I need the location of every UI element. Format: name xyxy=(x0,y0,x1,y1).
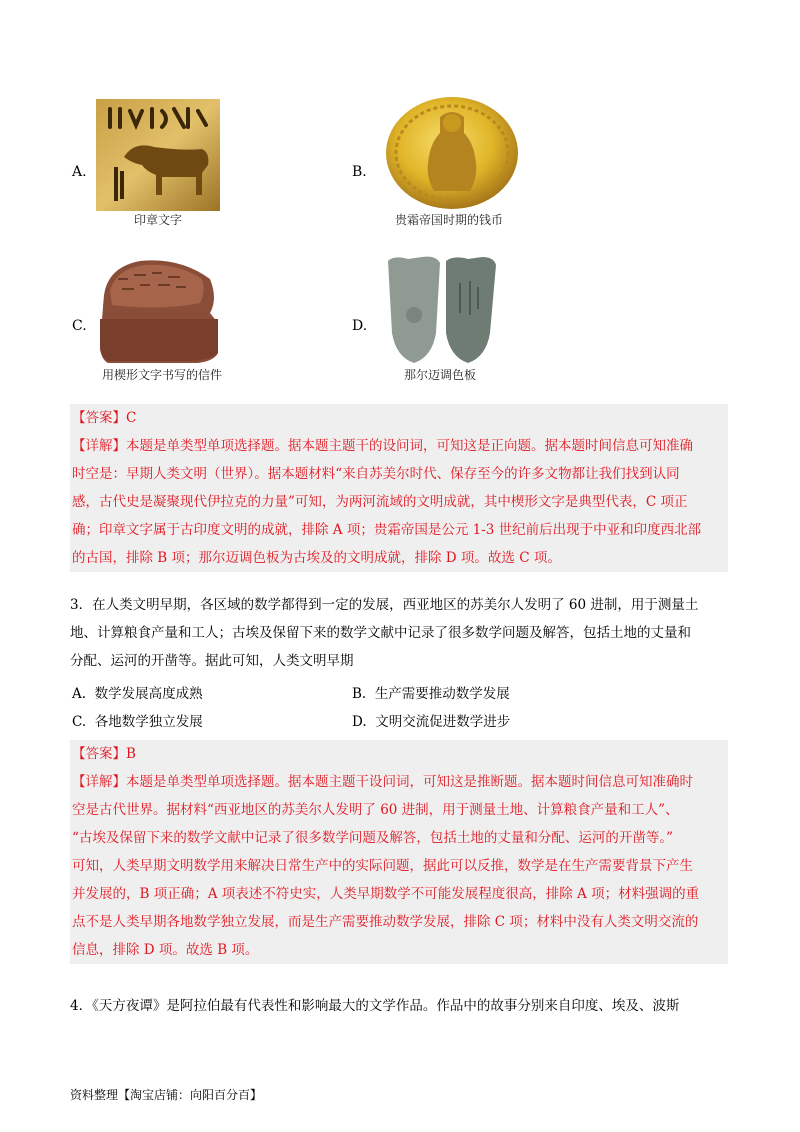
option-a-letter: A. xyxy=(72,164,87,180)
option-c-letter: C. xyxy=(72,318,87,334)
question-line: 3．在人类文明早期，各区域的数学都得到一定的发展，西亚地区的苏美尔人发明了 60 进制，用于测量土 xyxy=(70,597,699,613)
option-letter: C. xyxy=(72,714,87,730)
indus-seal-image xyxy=(96,99,220,211)
option-a-caption: 印章文字 xyxy=(134,213,183,227)
answer-line: 信息，排除 D 项。故选 B 项。 xyxy=(72,942,259,958)
answer-line: 【答案】C xyxy=(72,410,137,426)
answer-line: 可知，人类早期文明数学用来解决日常生产中的实际问题，据此可以反推，数学是在生产需要背景下产生 xyxy=(72,858,693,874)
option-text: 生产需要推动数学发展 xyxy=(374,686,510,702)
option-d-caption: 那尔迈调色板 xyxy=(404,368,477,382)
option-letter: D. xyxy=(352,714,367,730)
narmer-palette-image xyxy=(382,253,502,367)
option-b-caption: 贵霜帝国时期的钱币 xyxy=(395,213,504,227)
answer-line: 【详解】本题是单类型单项选择题。据本题主题干设问词，可知这是推断题。据本题时间信息可知准确时 xyxy=(72,774,693,790)
answer-line: 【答案】B xyxy=(72,746,136,762)
answer-line: 空是古代世界。据材料“西亚地区的苏美尔人发明了 60 进制，用于测量土地、计算粮食产量和工人”、 xyxy=(72,802,679,818)
question-line: 分配、运河的开凿等。据此可知，人类文明早期 xyxy=(70,653,354,669)
answer-line: “古埃及保留下来的数学文献中记录了很多数学问题及解答，包括土地的丈量和分配、运河的开凿等。” xyxy=(72,830,674,846)
answer-line: 的古国，排除 B 项；那尔迈调色板为古埃及的文明成就，排除 D 项。故选 C 项。 xyxy=(72,550,561,566)
option-text: 数学发展高度成熟 xyxy=(94,686,203,702)
option-text: 各地数学独立发展 xyxy=(94,714,203,730)
option-c-caption: 用楔形文字书写的信件 xyxy=(102,368,223,382)
option-b-letter: B. xyxy=(352,164,367,180)
answer-line: 点不是人类早期各地数学独立发展，而是生产需要推动数学发展，排除 C 项；材料中没有人类文明交流的 xyxy=(72,914,699,930)
question-3-option-b xyxy=(352,682,510,702)
answer-line: 确；印章文字属于古印度文明的成就，排除 A 项；贵霜帝国是公元 1-3 世纪前后出现于中亚和印度西北部 xyxy=(72,522,702,538)
answer-block-2 xyxy=(70,740,728,964)
page-footer: 资料整理【淘宝店铺：向阳百分百】 xyxy=(70,1088,263,1102)
question-3 xyxy=(70,591,730,675)
option-d-letter: D. xyxy=(352,318,368,334)
cuneiform-letter-image xyxy=(96,255,226,363)
answer-block-1 xyxy=(70,404,728,572)
question-line: 4．《天方夜谭》是阿拉伯最有代表性和影响最大的文学作品。作品中的故事分别来自印度、埃及、波斯 xyxy=(70,998,680,1014)
kushan-coin-image xyxy=(384,95,520,211)
option-letter: B. xyxy=(352,686,367,702)
question-3-option-a xyxy=(72,682,203,702)
answer-line: 【详解】本题是单类型单项选择题。据本题主题干的设问词，可知这是正向题。据本题时间信息可知准确 xyxy=(72,438,693,454)
question-line: 地、计算粮食产量和工人；古埃及保留下来的数学文献中记录了很多数学问题及解答，包括土地的丈量和 xyxy=(70,625,691,641)
answer-line: 感，古代史是凝聚现代伊拉克的力量”可知，为两河流域的文明成就，其中楔形文字是典型代表，C 项正 xyxy=(72,494,688,510)
answer-line: 时空是：早期人类文明（世界）。据本题材料“来自苏美尔时代、保存至今的许多文物都让我们找到认同 xyxy=(72,466,680,482)
answer-line: 并发展的，B 项正确；A 项表述不符史实，人类早期数学不可能发展程度很高，排除 A 项；材料强调的重 xyxy=(72,886,700,902)
option-text: 文明交流促进数学进步 xyxy=(375,714,511,730)
question-3-option-c xyxy=(72,710,203,730)
question-4 xyxy=(70,992,730,1020)
option-letter: A. xyxy=(72,686,87,702)
question-3-option-d xyxy=(352,710,510,730)
